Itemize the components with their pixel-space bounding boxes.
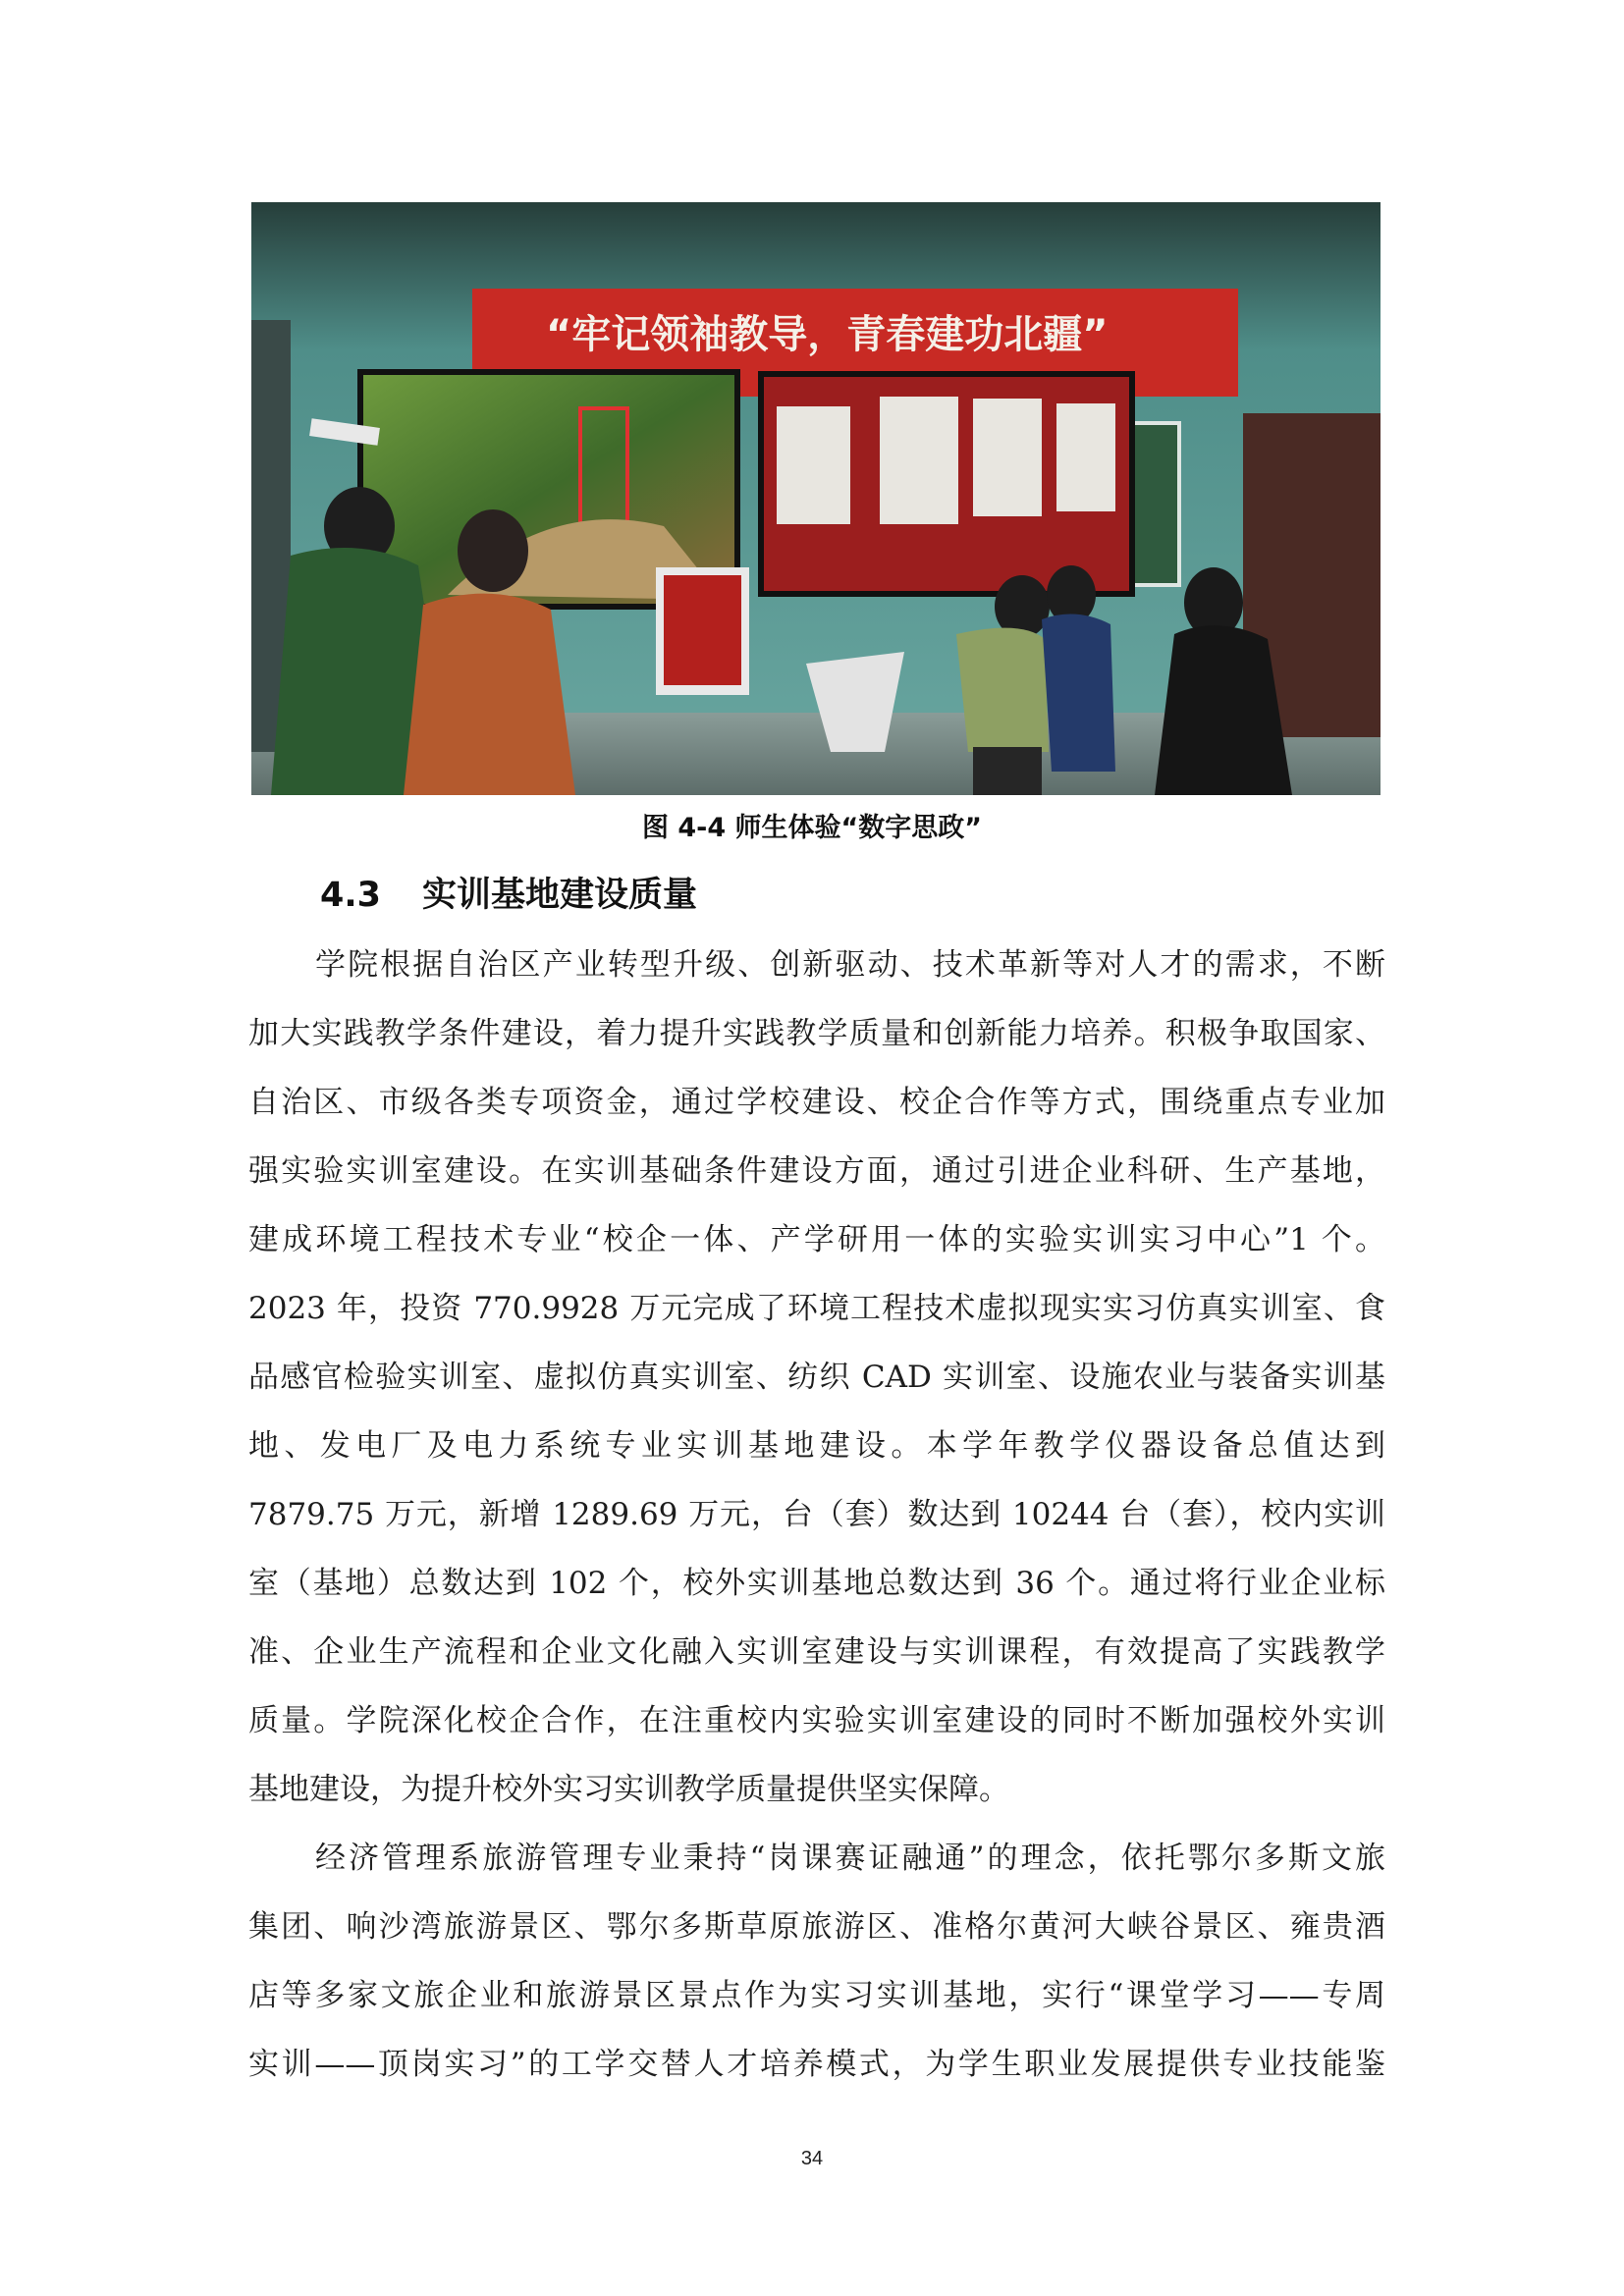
body-line: 地、发电厂及电力系统专业实训基地建设。本学年教学仪器设备总值达到 [248,1428,1385,1464]
body-line: 集团、响沙湾旅游景区、鄂尔多斯草原旅游区、准格尔黄河大峡谷景区、雍贵酒 [248,1909,1385,1945]
body-line: 强实验实训室建设。在实训基础条件建设方面，通过引进企业科研、生产基地， [248,1153,1385,1189]
body-line: 经济管理系旅游管理专业秉持“岗课赛证融通”的理念，依托鄂尔多斯文旅 [315,1841,1385,1876]
body-line: 学院根据自治区产业转型升级、创新驱动、技术革新等对人才的需求，不断 [315,947,1385,983]
body-line: 自治区、市级各类专项资金，通过学校建设、校企合作等方式，围绕重点专业加 [248,1085,1385,1120]
section-heading [320,870,697,921]
body-line: 7879.75 万元，新增 1289.69 万元，台（套）数达到 10244 台（套），校内实训 [248,1497,1385,1532]
body-line: 店等多家文旅企业和旅游景区景点作为实习实训基地，实行“课堂学习——专周 [248,1978,1385,2013]
photo-illustration [251,202,1380,795]
banner-title: “牢记领袖教导，青春建功北疆” [546,312,1109,357]
page-number: 34 [800,2148,824,2169]
body-line: 质量。学院深化校企合作，在注重校内实验实训室建设的同时不断加强校外实训 [248,1703,1385,1738]
body-line: 实训——顶岗实习”的工学交替人才培养模式，为学生职业发展提供专业技能鉴 [248,2047,1385,2082]
body-line: 2023 年，投资 770.9928 万元完成了环境工程技术虚拟现实实习仿真实训室、食 [248,1291,1385,1326]
body-line: 准、企业生产流程和企业文化融入实训室建设与实训课程，有效提高了实践教学 [248,1634,1385,1670]
body-line: 建成环境工程技术专业“校企一体、产学研用一体的实验实训实习中心”1 个。 [248,1222,1385,1257]
body-line: 室（基地）总数达到 102 个，校外实训基地总数达到 36 个。通过将行业企业标 [248,1566,1385,1601]
section-number: 4.3 [320,876,382,915]
figure-photo [251,202,1380,795]
section-title: 实训基地建设质量 [422,876,698,915]
body-line: 加大实践教学条件建设，着力提升实践教学质量和创新能力培养。积极争取国家、 [248,1016,1385,1051]
body-line: 基地建设，为提升校外实习实训教学质量提供坚实保障。 [248,1772,1009,1807]
body-line: 品感官检验实训室、虚拟仿真实训室、纺织 CAD 实训室、设施农业与装备实训基 [248,1360,1385,1395]
figure-caption: 图 4-4 师生体验“数字思政” [641,813,983,843]
